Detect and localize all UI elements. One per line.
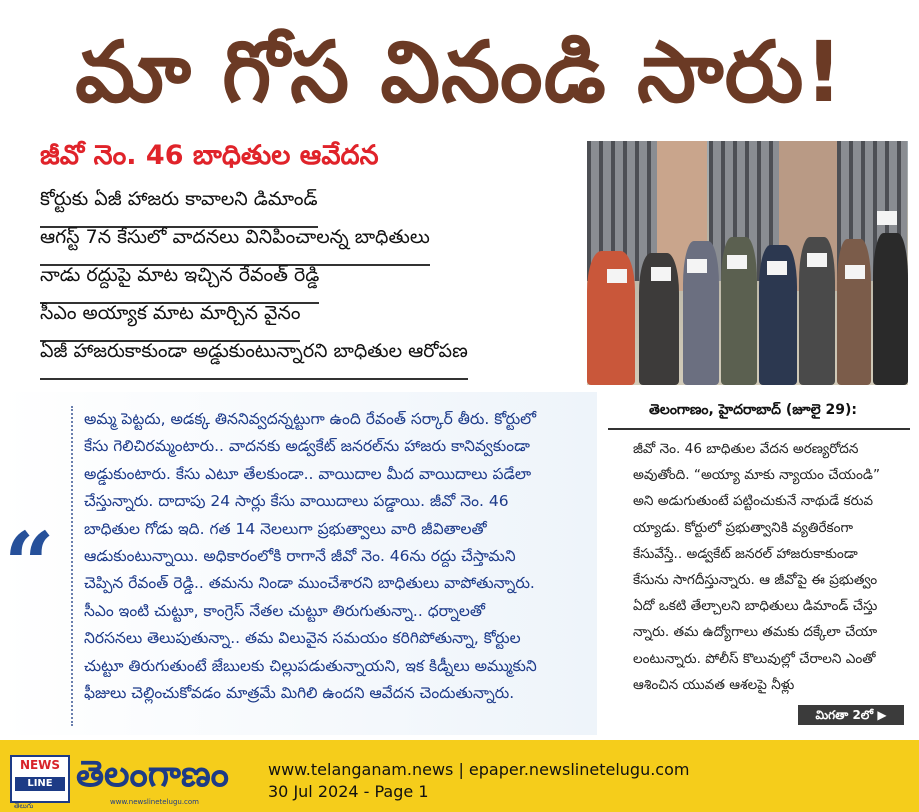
- quote-line: సీఎం ఇంటి చుట్టూ, కాంగ్రెస్ నేతల చుట్టూ తిరుగుతున్నా.. ధర్నాలతో: [84, 601, 485, 620]
- dateline-divider: [608, 428, 910, 430]
- article-body: [633, 436, 909, 698]
- quote-line: కేసు గెలిచిరమ్మంటారు.. వాదనకు అడ్వకేట్ జనరల్‌ను హాజరు కానివ్వకుండా: [84, 437, 530, 456]
- quote-line: ఆడుకుంటున్నాయి. అధికారంలోకి రాగానే జీవో నెం. 46ను రద్దు చేస్తామని: [84, 547, 516, 566]
- brand-url: www.newslinetelugu.com: [110, 798, 199, 806]
- highlight-point: నాడు రద్దుపై మాట ఇచ్చిన రేవంత్ రెడ్డి: [40, 264, 319, 304]
- body-line: కేసువేస్తే.. అడ్వకేట్ జనరల్ హాజరుకాకుండా: [633, 545, 858, 562]
- logo-tagline: తెలుగు: [14, 802, 34, 810]
- dateline: తెలంగాణం, హైదరాబాద్ (జూలై 29):: [649, 402, 857, 418]
- body-line: అని అడుగుతుంటే పట్టించుకునే నాథుడే కరువ: [633, 493, 874, 510]
- highlight-point: సీఎం అయ్యాక మాట మార్చిన వైనం: [40, 302, 300, 342]
- quote-line: అమ్మ పెట్టదు, అడక్క తిననివ్వదన్నట్టుగా ఉంది రేవంత్ సర్కార్ తీరు. కోర్టులో: [84, 410, 537, 428]
- footer-websites[interactable]: www.telanganam.news | epaper.newslinetelugu.com: [268, 760, 690, 779]
- newsline-logo-icon: [10, 755, 70, 803]
- body-line: న్నారు. తమ ఉద్యోగాలు తమకు దక్కేలా చేయా: [633, 624, 878, 641]
- headline: మా గోస వినండి సారు!: [75, 23, 844, 121]
- quote-text: [84, 406, 584, 707]
- quote-line: నిరసనలు తెలుపుతున్నా.. తమ విలువైన సమయం కరిగిపోతున్నా, కోర్టుల: [84, 629, 521, 648]
- brand-name: తెలంగాణం: [76, 754, 229, 795]
- highlight-point: ఆగస్ట్ 7న కేసులో వాదనలు వినిపించాలన్న బాధితులు: [40, 226, 430, 266]
- footer-bar: [0, 740, 919, 812]
- body-line: జీవో నెం. 46 బాధితుల వేదన అరణ్యరోదన: [633, 441, 859, 457]
- footer-date-page: 30 Jul 2024 - Page 1: [268, 782, 429, 801]
- body-line: అవుతోంది. “అయ్యా మాకు న్యాయం చేయండి”: [633, 467, 881, 484]
- body-line: ఏదో ఒకటి తేల్చాలని బాధితులు డిమాండ్ చేస్తు: [633, 598, 878, 615]
- quote-line: చెప్పిన రేవంత్ రెడ్డి.. తమను నిండా ముంచేశారని బాధితులు వాపోతున్నారు.: [84, 574, 535, 593]
- body-line: ఆశించిన యువత ఆశలపై నీళ్లు: [633, 676, 795, 693]
- subheadline: జీవో నెం. 46 బాధితుల ఆవేదన: [40, 140, 379, 171]
- body-line: లంటున్నారు. పోలీస్ కొలువుల్లో చేరాలని ఎంతో: [633, 650, 876, 667]
- quote-divider: [71, 406, 74, 726]
- highlight-point: ఏజీ హాజరుకాకుండా అడ్డుకుంటున్నారని బాధితుల ఆరోపణ: [40, 340, 468, 380]
- protest-photo: [587, 141, 908, 385]
- logo-line-text: LINE: [15, 777, 65, 791]
- logo-news-text: NEWS: [19, 758, 61, 772]
- quote-mark-icon: “: [4, 512, 55, 616]
- quote-line: అడ్డుకుంటారు. కేసు ఎటూ తేలకుండా.. వాయిదాల మీద వాయిదాలు పడేలా: [84, 464, 532, 483]
- quote-line: బాధితుల గోడు ఇది. గత 14 నెలలుగా ప్రభుత్వాలు వారి జీవితాలతో: [84, 519, 487, 538]
- continued-badge[interactable]: మిగతా 2లో ▶: [798, 705, 904, 725]
- body-line: కేసును సాగదీస్తున్నారు. ఆ జీవోపై ఈ ప్రభుత్వం: [633, 572, 878, 589]
- quote-line: ఫీజులు చెల్లించుకోవడం మాత్రమే మిగిలి ఉందని ఆవేదన చెందుతున్నారు.: [84, 684, 515, 703]
- highlight-point: కోర్టుకు ఏజీ హాజరు కావాలని డిమాండ్: [40, 188, 318, 228]
- body-line: య్యాడు. కోర్టులో ప్రభుత్వానికి వ్యతిరేకంగా: [633, 519, 854, 536]
- quote-line: చేస్తున్నారు. దాదాపు 24 సార్లు కేసు వాయిదాలు పడ్డాయి. జీవో నెం. 46: [84, 492, 509, 511]
- quote-line: చుట్టూ తిరుగుతుంటే జేబులకు చిల్లుపడుతున్నాయని, ఇక కిడ్నీలు అమ్ముకుని: [84, 656, 537, 675]
